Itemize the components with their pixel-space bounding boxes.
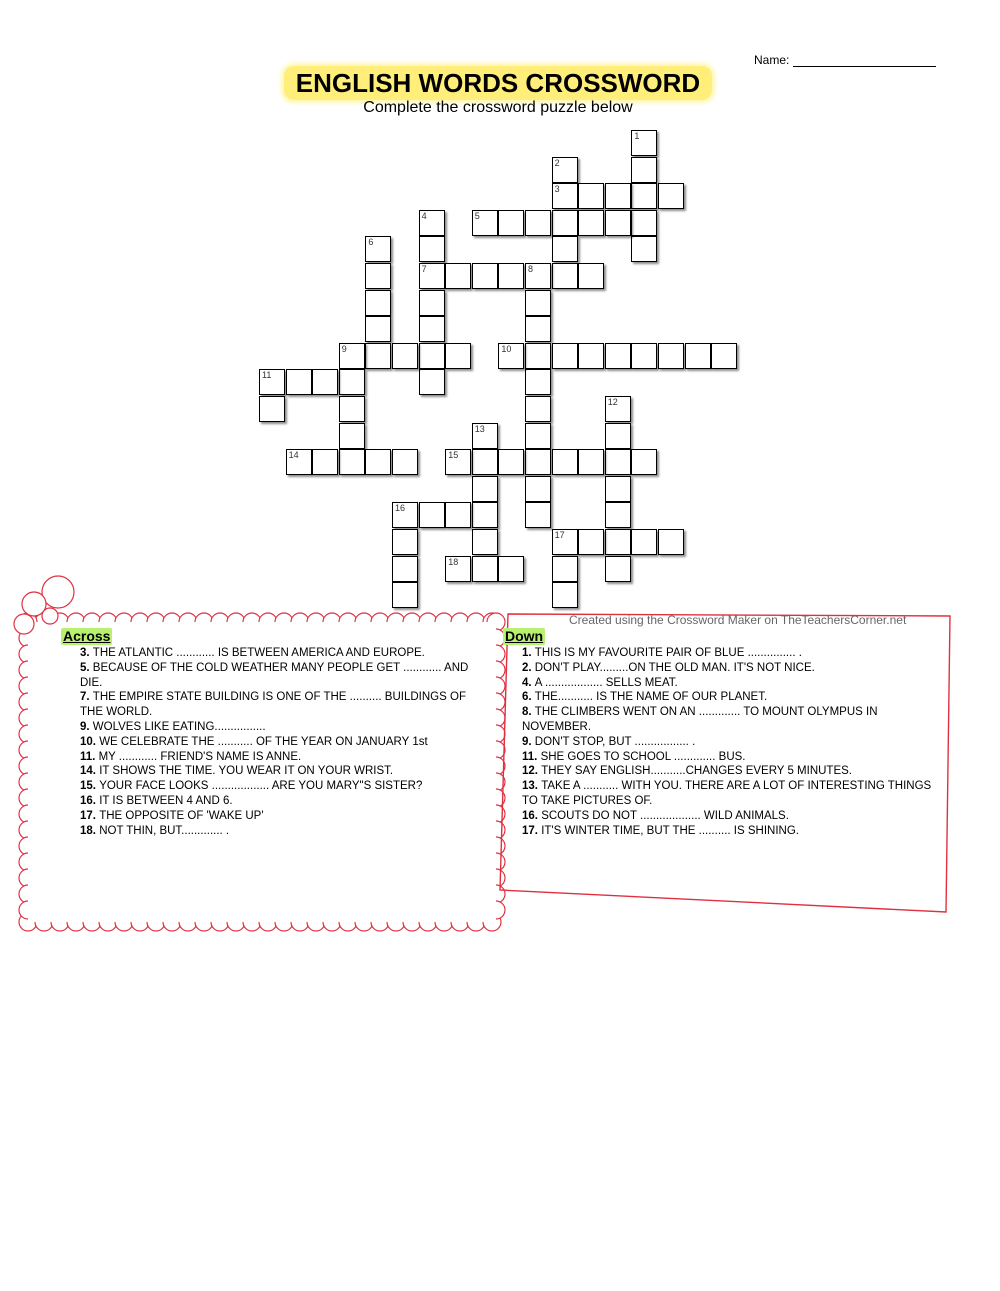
cell-number: 13	[474, 423, 485, 434]
clue-item	[522, 809, 932, 824]
crossword-cell[interactable]	[605, 476, 631, 502]
crossword-cell[interactable]	[605, 183, 631, 209]
crossword-cell[interactable]	[631, 529, 657, 555]
clue-item	[522, 764, 932, 779]
crossword-cell[interactable]	[711, 343, 737, 369]
clue-number: 8.	[522, 706, 535, 719]
across-clue-list	[80, 646, 490, 838]
crossword-cell[interactable]	[445, 343, 471, 369]
crossword-cell[interactable]	[419, 210, 445, 236]
clue-item	[80, 646, 490, 661]
crossword-cell[interactable]	[525, 449, 551, 475]
crossword-cell[interactable]	[631, 210, 657, 236]
crossword-cell[interactable]	[605, 502, 631, 528]
clue-item	[522, 661, 932, 676]
crossword-cell[interactable]	[605, 556, 631, 582]
crossword-cell[interactable]	[339, 343, 365, 369]
cell-number: 17	[554, 530, 565, 540]
clue-item	[80, 661, 490, 691]
crossword-cell[interactable]	[525, 210, 551, 236]
crossword-cell[interactable]	[339, 396, 365, 422]
cell-number: 5	[474, 210, 480, 221]
crossword-cell[interactable]	[445, 502, 471, 528]
crossword-cell[interactable]	[419, 343, 445, 369]
crossword-cell[interactable]	[525, 476, 551, 502]
name-label: Name:	[754, 53, 790, 67]
crossword-cell[interactable]	[525, 263, 551, 289]
crossword-cell[interactable]	[472, 502, 498, 528]
cell-number: 1	[634, 131, 640, 141]
crossword-cell[interactable]	[498, 210, 524, 236]
down-clue-list	[522, 646, 932, 838]
clue-item	[522, 824, 932, 839]
clue-number: 12.	[522, 765, 542, 778]
crossword-cell[interactable]	[392, 529, 418, 555]
clue-text: THE ATLANTIC ............ IS BETWEEN AMERICA AND EUROPE.	[92, 647, 425, 659]
clue-text: WE CELEBRATE THE ........... OF THE YEAR ON JANUARY 1st	[99, 735, 428, 748]
crossword-cell[interactable]	[365, 263, 391, 289]
crossword-cell[interactable]	[631, 236, 657, 262]
clue-item	[80, 690, 490, 720]
crossword-cell[interactable]	[525, 502, 551, 528]
crossword-cell[interactable]	[605, 210, 631, 236]
crossword-cell[interactable]	[498, 263, 524, 289]
clue-number: 17.	[522, 824, 542, 837]
clue-text: IT'S WINTER TIME, BUT THE .......... IS SHINING.	[541, 824, 799, 837]
clue-number: 10.	[80, 735, 100, 748]
crossword-cell[interactable]	[685, 343, 711, 369]
clue-number: 7.	[80, 691, 93, 704]
crossword-cell[interactable]	[552, 529, 578, 555]
clue-text: TAKE A ........... WITH YOU. THERE ARE A LOT OF INTERESTING THINGS TO TAKE PICTURES OF.	[522, 780, 932, 807]
crossword-cell[interactable]	[392, 502, 418, 528]
clue-item	[522, 750, 932, 765]
crossword-cell[interactable]	[498, 343, 524, 369]
clue-number: 15.	[80, 780, 100, 793]
clue-item	[80, 750, 490, 765]
cell-number: 4	[421, 210, 427, 221]
clue-text: THIS IS MY FAVOURITE PAIR OF BLUE ............... .	[534, 647, 802, 659]
crossword-cell[interactable]	[525, 396, 551, 422]
clue-item	[522, 735, 932, 750]
cell-number: 6	[368, 237, 374, 248]
crossword-cell[interactable]	[552, 343, 578, 369]
cell-number: 7	[421, 264, 427, 274]
crossword-cell[interactable]	[392, 343, 418, 369]
clue-number: 13.	[522, 780, 542, 793]
clue-number: 17.	[80, 809, 100, 822]
clue-number: 1.	[522, 647, 535, 659]
clue-text: THE EMPIRE STATE BUILDING IS ONE OF THE .......... BUILDINGS OF THE WORLD.	[80, 691, 466, 719]
crossword-cell[interactable]	[419, 263, 445, 289]
crossword-cell[interactable]	[339, 449, 365, 475]
crossword-cell[interactable]	[472, 423, 498, 449]
crossword-cell[interactable]	[552, 263, 578, 289]
crossword-cell[interactable]	[472, 263, 498, 289]
clue-text: WOLVES LIKE EATING................	[92, 720, 266, 733]
clue-item	[522, 705, 932, 735]
crossword-cell[interactable]	[552, 157, 578, 183]
crossword-cell[interactable]	[578, 529, 604, 555]
crossword-cell[interactable]	[552, 449, 578, 475]
clue-number: 11.	[522, 750, 541, 763]
clue-item	[80, 764, 490, 779]
crossword-cell[interactable]	[339, 423, 365, 449]
cell-number: 8	[528, 264, 534, 274]
clue-text: THE........... IS THE NAME OF OUR PLANET.	[534, 691, 768, 704]
crossword-cell[interactable]	[631, 157, 657, 183]
crossword-cell[interactable]	[472, 476, 498, 502]
crossword-cell[interactable]	[552, 183, 578, 209]
across-heading: Across	[63, 628, 111, 644]
cell-number: 15	[448, 450, 459, 461]
crossword-cell[interactable]	[631, 183, 657, 209]
clue-text: YOUR FACE LOOKS .................. ARE YOU MARY"S SISTER?	[99, 780, 423, 793]
clue-text: A .................. SELLS MEAT.	[534, 676, 678, 689]
clue-number: 3.	[80, 647, 93, 659]
cell-number: 11	[262, 370, 272, 381]
cell-number: 12	[607, 397, 618, 407]
crossword-cell[interactable]	[472, 529, 498, 555]
credit-text: Created using the Crossword Maker on TheTeachersCorner.net	[569, 613, 907, 627]
crossword-cell[interactable]	[365, 449, 391, 475]
crossword-cell[interactable]	[259, 396, 285, 422]
clue-item	[80, 720, 490, 735]
crossword-cell[interactable]	[419, 369, 445, 395]
crossword-cell[interactable]	[605, 449, 631, 475]
clue-item	[80, 779, 490, 794]
clue-number: 9.	[80, 720, 93, 733]
crossword-cell[interactable]	[312, 449, 338, 475]
crossword-cell[interactable]	[605, 529, 631, 555]
crossword-cell[interactable]	[392, 449, 418, 475]
crossword-cell[interactable]	[605, 343, 631, 369]
crossword-cell[interactable]	[498, 449, 524, 475]
crossword-cell[interactable]	[472, 210, 498, 236]
clue-text: DON'T STOP, BUT ................. .	[534, 735, 696, 748]
crossword-cell[interactable]	[578, 449, 604, 475]
crossword-cell[interactable]	[339, 369, 365, 395]
cell-number: 14	[288, 450, 299, 461]
cell-number: 16	[395, 503, 406, 514]
crossword-cell[interactable]	[419, 316, 445, 342]
crossword-cell[interactable]	[605, 423, 631, 449]
clue-text: IT IS BETWEEN 4 AND 6.	[99, 794, 233, 807]
crossword-cell[interactable]	[286, 449, 312, 475]
crossword-cell[interactable]	[445, 449, 471, 475]
crossword-cell[interactable]	[472, 449, 498, 475]
clue-text: SCOUTS DO NOT ................... WILD ANIMALS.	[541, 809, 789, 822]
cell-number: 3	[554, 184, 560, 195]
crossword-cell[interactable]	[578, 183, 604, 209]
crossword-cell[interactable]	[312, 369, 338, 395]
crossword-cell[interactable]	[419, 290, 445, 316]
clue-number: 18.	[80, 824, 100, 837]
name-field-line[interactable]	[793, 66, 936, 67]
clue-text: DON'T PLAY.........ON THE OLD MAN. IT'S NOT NICE.	[534, 661, 815, 674]
crossword-cell[interactable]	[658, 343, 684, 369]
crossword-cell[interactable]	[658, 529, 684, 555]
page-title: ENGLISH WORDS CROSSWORD	[284, 66, 712, 100]
clue-number: 6.	[522, 691, 535, 704]
clue-text: IT SHOWS THE TIME. YOU WEAR IT ON YOUR WRIST.	[99, 765, 394, 778]
clue-text: THE OPPOSITE OF 'WAKE UP'	[99, 809, 264, 822]
clue-number: 16.	[522, 809, 542, 822]
crossword-cell[interactable]	[525, 369, 551, 395]
crossword-cell[interactable]	[365, 290, 391, 316]
clue-item	[522, 646, 932, 661]
crossword-cell[interactable]	[286, 369, 312, 395]
crossword-cell[interactable]	[365, 236, 391, 262]
cell-number: 18	[448, 556, 459, 567]
clue-number: 16.	[80, 794, 100, 807]
clue-item	[80, 735, 490, 750]
clue-item	[522, 676, 932, 691]
crossword-cell[interactable]	[552, 556, 578, 582]
crossword-cell[interactable]	[578, 263, 604, 289]
crossword-cell[interactable]	[552, 210, 578, 236]
crossword-cell[interactable]	[525, 423, 551, 449]
clue-number: 4.	[522, 676, 535, 689]
down-heading: Down	[505, 628, 544, 644]
clue-number: 11.	[80, 750, 99, 763]
clue-number: 14.	[80, 765, 100, 778]
crossword-cell[interactable]	[578, 343, 604, 369]
crossword-cell[interactable]	[658, 183, 684, 209]
crossword-cell[interactable]	[552, 582, 578, 608]
clue-number: 2.	[522, 661, 535, 674]
clue-number: 5.	[80, 661, 93, 674]
clue-text: NOT THIN, BUT............. .	[99, 824, 230, 837]
cell-number: 10	[501, 343, 512, 354]
crossword-cell[interactable]	[605, 396, 631, 422]
crossword-cell[interactable]	[631, 343, 657, 369]
crossword-cell[interactable]	[419, 236, 445, 262]
clue-item	[522, 779, 932, 809]
crossword-cell[interactable]	[631, 130, 657, 156]
crossword-cell[interactable]	[445, 263, 471, 289]
crossword-cell[interactable]	[525, 343, 551, 369]
crossword-cell[interactable]	[259, 369, 285, 395]
crossword-cell[interactable]	[365, 316, 391, 342]
clue-item	[80, 809, 490, 824]
crossword-cell[interactable]	[525, 290, 551, 316]
crossword-cell[interactable]	[578, 210, 604, 236]
clue-text: THE CLIMBERS WENT ON AN ............. TO MOUNT OLYMPUS IN NOVEMBER.	[522, 706, 878, 733]
crossword-cell[interactable]	[631, 449, 657, 475]
crossword-cell[interactable]	[552, 236, 578, 262]
clue-text: SHE GOES TO SCHOOL ............. BUS.	[540, 750, 746, 763]
page-subtitle: Complete the crossword puzzle below	[363, 99, 633, 116]
clue-text: MY ............ FRIEND'S NAME IS ANNE.	[98, 750, 302, 763]
crossword-cell[interactable]	[525, 316, 551, 342]
clue-text: BECAUSE OF THE COLD WEATHER MANY PEOPLE GET ............ AND DIE.	[80, 661, 469, 689]
clue-item	[522, 690, 932, 705]
clue-text: THEY SAY ENGLISH...........CHANGES EVERY 5 MINUTES.	[541, 765, 852, 778]
clue-number: 9.	[522, 735, 535, 748]
cell-number: 9	[341, 343, 347, 354]
cell-number: 2	[554, 157, 560, 168]
clue-item	[80, 794, 490, 809]
crossword-cell[interactable]	[419, 502, 445, 528]
clue-item	[80, 824, 490, 839]
crossword-cell[interactable]	[365, 343, 391, 369]
